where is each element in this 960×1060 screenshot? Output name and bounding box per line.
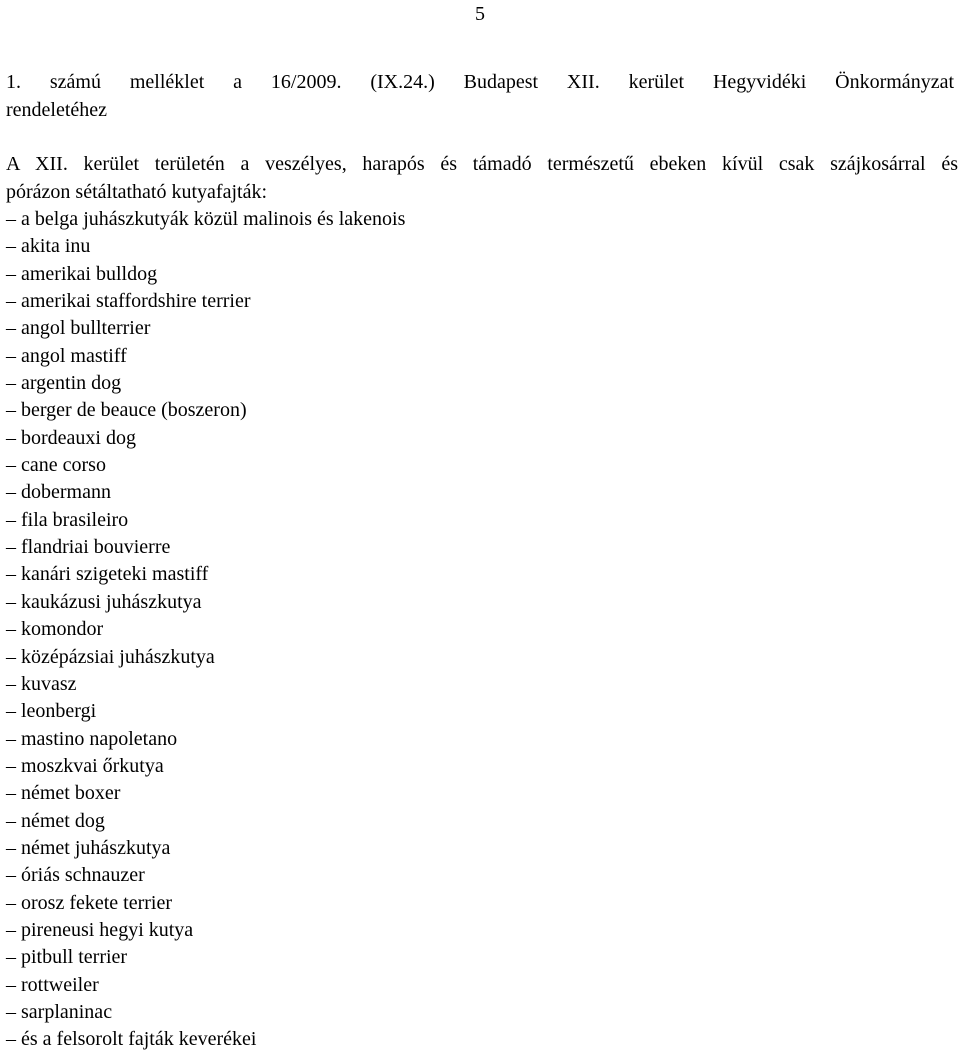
list-item: – bordeauxi dog (6, 426, 136, 449)
list-item: – kaukázusi juhászkutya (6, 590, 202, 613)
list-item: – angol bullterrier (6, 317, 151, 340)
list-item: – dobermann (6, 481, 111, 504)
annex-heading (6, 69, 954, 124)
breed-list (6, 206, 405, 1054)
list-item: – pitbull terrier (6, 946, 128, 969)
list-item: – a belga juhászkutyák közül malinois és lakenois (6, 208, 406, 230)
annex-heading-line2: rendeletéhez (6, 98, 108, 121)
list-item: – cane corso (6, 454, 106, 477)
list-item: – mastino napoletano (6, 727, 178, 750)
list-item: – német juhászkutya (6, 836, 171, 859)
list-item: – fila brasileiro (6, 508, 129, 531)
intro-paragraph (6, 151, 958, 206)
intro-line1: A XII. kerület területén a veszélyes, harapós és támadó természetű ebeken kívül csak szájkosárral és (6, 153, 958, 175)
list-item: – argentin dog (6, 372, 122, 395)
list-item: – komondor (6, 618, 104, 641)
list-item: – óriás schnauzer (6, 864, 145, 887)
list-item: – orosz fekete terrier (6, 891, 173, 914)
list-item: – akita inu (6, 235, 91, 258)
list-item: – pireneusi hegyi kutya (6, 918, 194, 941)
list-item: – amerikai staffordshire terrier (6, 290, 251, 313)
list-item: – berger de beauce (boszeron) (6, 399, 247, 422)
list-item: – amerikai bulldog (6, 262, 158, 285)
list-item: – rottweiler (6, 973, 99, 996)
list-item: – kanári szigeteki mastiff (6, 563, 209, 586)
list-item: – moszkvai őrkutya (6, 754, 164, 777)
list-item: – középázsiai juhászkutya (6, 645, 215, 668)
list-item: – flandriai bouvierre (6, 536, 171, 559)
list-item: – angol mastiff (6, 344, 127, 367)
list-item: – sarplaninac (6, 1000, 113, 1023)
annex-heading-line1: 1. számú melléklet a 16/2009. (IX.24.) Budapest XII. kerület Hegyvidéki Önkormányzat (6, 71, 954, 93)
list-item: – kuvasz (6, 672, 77, 695)
list-item: – leonbergi (6, 700, 97, 723)
list-item: – és a felsorolt fajták keverékei (6, 1028, 257, 1051)
intro-line2: pórázon sétáltatható kutyafajták: (6, 180, 268, 203)
list-item: – német boxer (6, 782, 121, 805)
list-item: – német dog (6, 809, 105, 832)
page-number: 5 (475, 3, 485, 25)
